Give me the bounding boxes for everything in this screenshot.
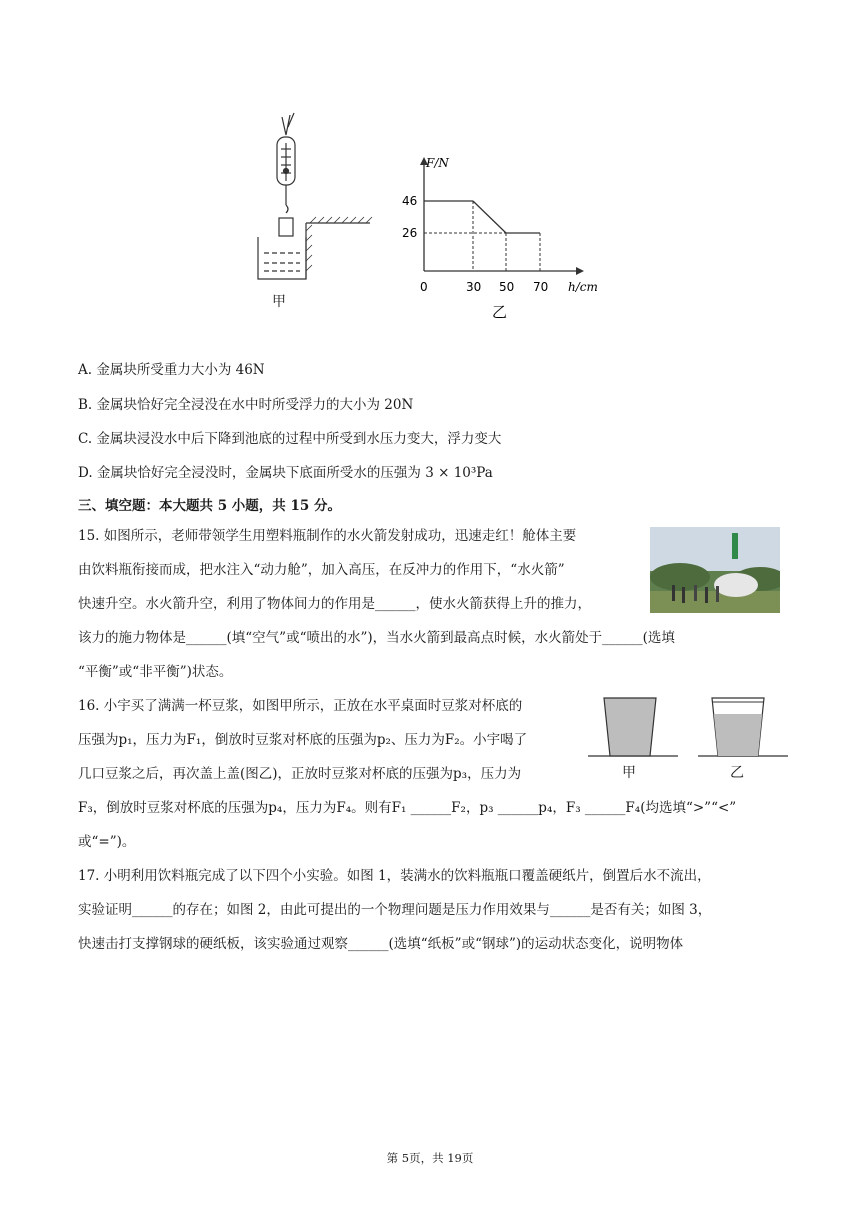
option-d: D. 金属块恰好完全浸没时，金属块下底面所受水的压强为 3 × 10³Pa [78, 465, 493, 481]
q16-line-5: 或“=”)。 [78, 834, 136, 850]
water-rocket-photo [650, 527, 780, 613]
force-depth-graph [390, 145, 620, 345]
q16-line-3: 几口豆浆之后，再次盖上盖(图乙)，正放时豆浆对杯底的压强为p₃，压力为 [78, 766, 522, 782]
q15-line-3: 快速升空。水火箭升空，利用了物体间力的作用是______，使水火箭获得上升的推力， [78, 596, 591, 612]
x-axis-label: h/cm [568, 280, 598, 294]
graph-segment-2 [473, 201, 506, 233]
q17-line-2: 实验证明______的存在；如图 2，由此可提出的一个物理问题是压力作用效果与______是否有关；如图 3， [78, 902, 712, 918]
q17-line-3: 快速击打支撑钢球的硬纸板，该实验通过观察______(选填“纸板”或“钢球”)的运动状态变化，说明物体 [78, 936, 684, 952]
x-tick-0: 0 [420, 280, 428, 294]
q15-line-4: 该力的施力物体是______(填“空气”或“喷出的水”)，当水火箭到最高点时候，水火箭处于______(选填 [78, 630, 675, 646]
q16-line-1: 16. 小宇买了满满一杯豆浆，如图甲所示，正放在水平桌面时豆浆对杯底的 [78, 698, 523, 714]
option-b: B. 金属块恰好完全浸没在水中时所受浮力的大小为 20N [78, 397, 414, 413]
q16-line-4: F₃，倒放时豆浆对杯底的压强为p₄，压力为F₄。则有F₁ ______F₂，p₃ ______p₄，F₃ ______F₄(均选填“>”“<” [78, 800, 737, 816]
y-tick-46: 46 [402, 194, 418, 208]
q15-line-1: 15. 如图所示，老师带领学生用塑料瓶制作的水火箭发射成功，迅速走红！舱体主要 [78, 528, 577, 544]
page-footer: 第 5页，共 19页 [386, 1151, 474, 1165]
x-axis-arrow [576, 267, 584, 275]
q15-line-2: 由饮料瓶衔接而成，把水注入“动力舱”，加入高压，在反冲力的作用下，“水火箭” [78, 562, 565, 578]
label-jia: 甲 [272, 294, 286, 310]
cup-label-yi: 乙 [730, 765, 744, 781]
figure-apparatus-and-graph [250, 105, 620, 325]
section-3-heading: 三、填空题：本大题共 5 小题，共 15 分。 [78, 498, 341, 514]
x-tick-50: 50 [499, 280, 515, 294]
q16-line-2: 压强为p₁，压力为F₁，倒放时豆浆对杯底的压强为p₂、压力为F₂。小宇喝了 [78, 732, 528, 748]
option-c: C. 金属块浸没水中后下降到池底的过程中所受到水压力变大，浮力变大 [78, 431, 502, 447]
y-axis-label: F/N [426, 156, 449, 170]
label-yi: 乙 [492, 303, 508, 321]
y-tick-26: 26 [402, 226, 418, 240]
q17-line-1: 17. 小明利用饮料瓶完成了以下四个小实验。如图 1，装满水的饮料瓶瓶口覆盖硬纸片，倒置后水不流出， [78, 868, 711, 884]
cups-figure [588, 688, 788, 783]
q15-line-5: “平衡”或“非平衡”)状态。 [78, 664, 233, 680]
option-a: A. 金属块所受重力大小为 46N [78, 362, 265, 378]
cup-label-jia: 甲 [622, 765, 636, 781]
x-tick-30: 30 [466, 280, 482, 294]
x-tick-70: 70 [533, 280, 549, 294]
